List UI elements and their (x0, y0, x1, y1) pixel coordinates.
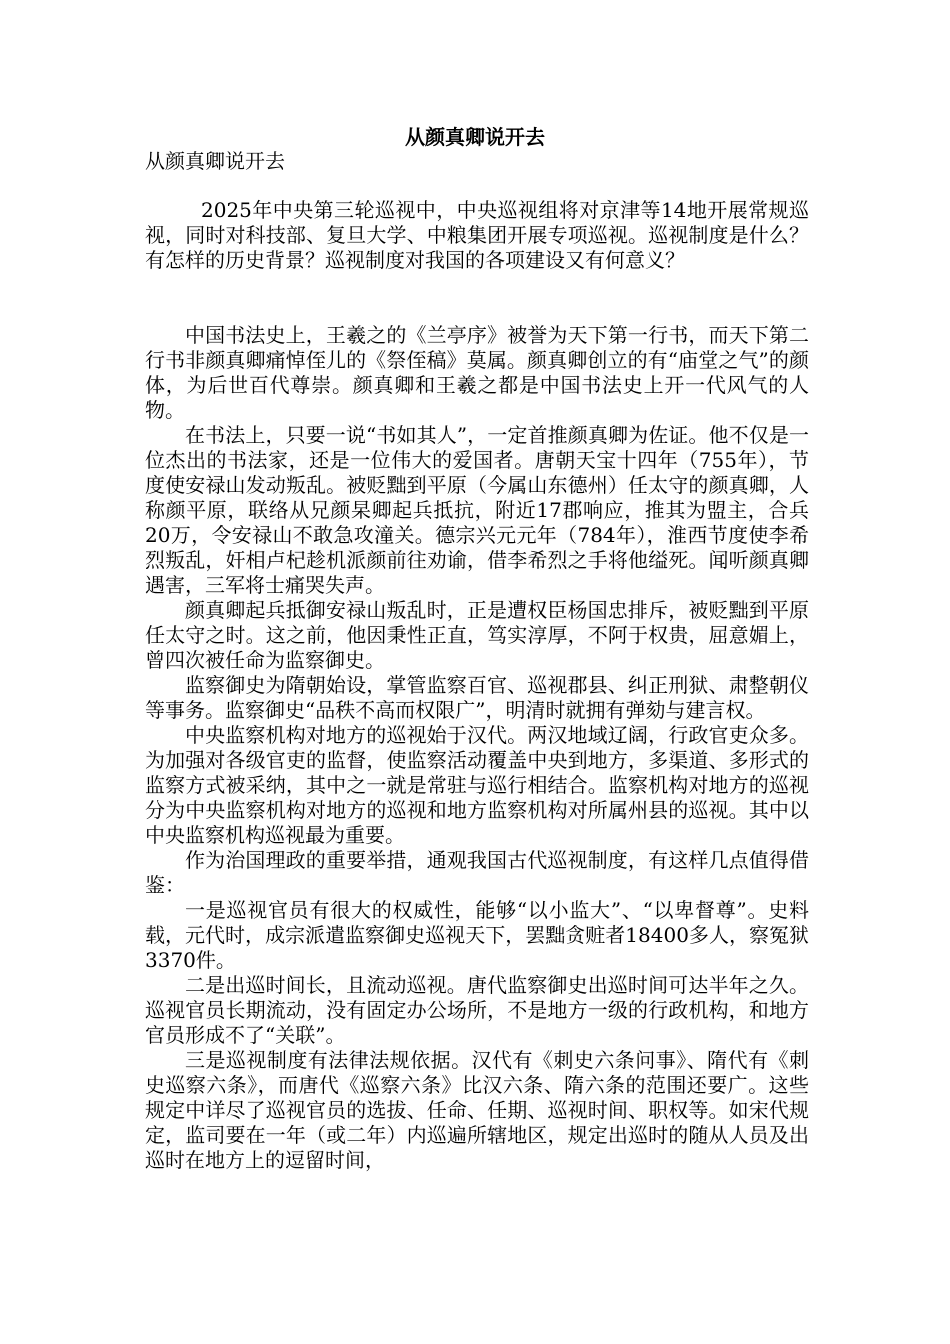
paragraph-4: 监察御史为隋朝始设，掌管监察百官、巡视郡县、纠正刑狱、肃整朝仪等事务。监察御史“品秩不高而权限广”，明清时就拥有弹劾与建言权。 (145, 673, 809, 722)
paragraph-5: 中央监察机构对地方的巡视始于汉代。两汉地域辽阔，行政官吏众多。为加强对各级官吏的监督，使监察活动覆盖中央到地方，多渠道、多形式的监察方式被采纳，其中之一就是常驻与巡行相结合。监察机构对地方的巡视分为中央监察机构对地方的巡视和地方监察机构对所属州县的巡视。其中以中央监察机构巡视最为重要。 (145, 723, 809, 847)
paragraph-2: 在书法上，只要一说“书如其人”，一定首推颜真卿为佐证。他不仅是一位杰出的书法家，还是一位伟大的爱国者。唐朝天宝十四年（755年），节度使安禄山发动叛乱。被贬黜到平原（今属山东德州）任太守的颜真卿，人称颜平原，联络从兄颜杲卿起兵抵抗，附近17郡响应，推其为盟主，合兵20万，令安禄山不敢急攻潼关。德宗兴元元年（784年），淮西节度使李希烈叛乱，奸相卢杞趁机派颜前往劝谕，借李希烈之手将他缢死。闻听颜真卿遇害，三军将士痛哭失声。 (145, 423, 809, 597)
paragraph-6: 作为治国理政的重要举措，通观我国古代巡视制度，有这样几点值得借鉴： (145, 848, 809, 897)
document-subtitle: 从颜真卿说开去 (145, 149, 285, 173)
paragraph-1: 中国书法史上，王羲之的《兰亭序》被誉为天下第一行书，而天下第二行书非颜真卿痛悼侄儿的《祭侄稿》莫属。颜真卿创立的有“庙堂之气”的颜体，为后世百代尊崇。颜真卿和王羲之都是中国书法史上开一代风气的人物。 (145, 323, 809, 422)
intro-paragraph: 2025年中央第三轮巡视中，中央巡视组将对京津等14地开展常规巡视，同时对科技部、复旦大学、中粮集团开展专项巡视。巡视制度是什么？有怎样的历史背景？巡视制度对我国的各项建设又有何意义？ (145, 198, 809, 272)
paragraph-9: 三是巡视制度有法律法规依据。汉代有《刺史六条问事》、隋代有《刺史巡察六条》，而唐代《巡察六条》比汉六条、隋六条的范围还要广。这些规定中详尽了巡视官员的选拔、任命、任期、巡视时间、职权等。如宋代规定，监司要在一年（或二年）内巡遍所辖地区，规定出巡时的随从人员及出巡时在地方上的逗留时间， (145, 1048, 809, 1172)
paragraph-gap (145, 273, 809, 323)
document-body (145, 198, 809, 1173)
paragraph-7: 一是巡视官员有很大的权威性，能够“以小监大”、“以卑督尊”。史料载，元代时，成宗派遣监察御史巡视天下，罢黜贪赃者18400多人，察冤狱3370件。 (145, 898, 809, 972)
document-title: 从颜真卿说开去 (405, 125, 545, 149)
paragraph-8: 二是出巡时间长，且流动巡视。唐代监察御史出巡时间可达半年之久。巡视官员长期流动，没有固定办公场所，不是地方一级的行政机构，和地方官员形成不了“关联”。 (145, 973, 809, 1047)
paragraph-3: 颜真卿起兵抵御安禄山叛乱时，正是遭权臣杨国忠排斥，被贬黜到平原任太守之时。这之前，他因秉性正直，笃实淳厚，不阿于权贵，屈意媚上，曾四次被任命为监察御史。 (145, 598, 809, 672)
